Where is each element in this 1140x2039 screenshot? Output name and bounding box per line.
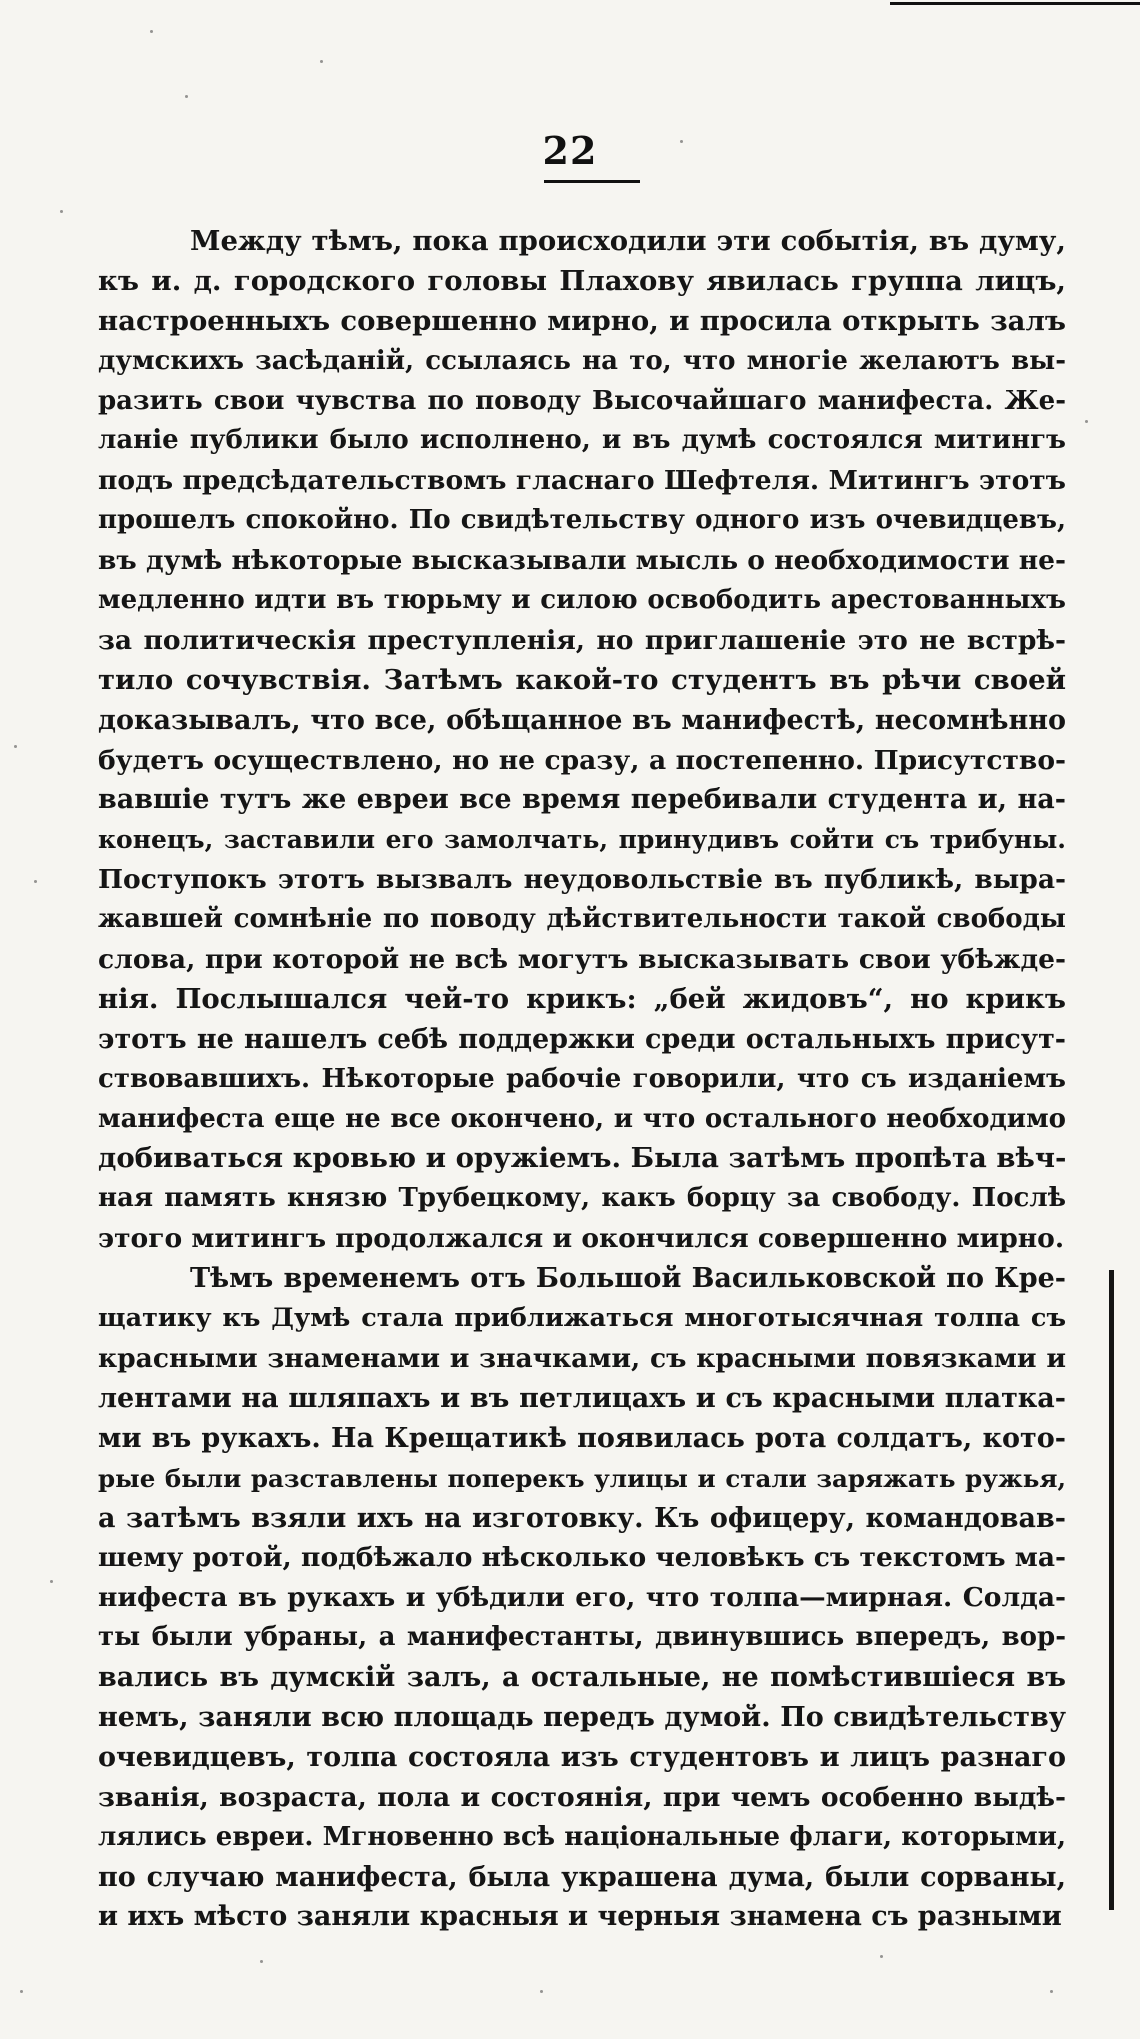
text-line: Тѣмъ временемъ отъ Большой Васильковской по Кре- bbox=[190, 1263, 1066, 1295]
scan-speck bbox=[20, 1990, 23, 1993]
text-line: этотъ не нашелъ себѣ поддержки среди остальныхъ присут- bbox=[98, 1023, 1066, 1055]
text-line: настроенныхъ совершенно мирно, и просила открыть залъ bbox=[98, 304, 1066, 337]
page-number-underline bbox=[544, 180, 640, 183]
margin-bar bbox=[1109, 1270, 1114, 1910]
text-line: ми въ рукахъ. На Крещатикѣ появилась рота солдатъ, кото- bbox=[98, 1422, 1066, 1454]
text-line: Между тѣмъ, пока происходили эти событія, въ думу, bbox=[190, 225, 1066, 257]
text-line: медленно идти въ тюрьму и силою освободить арестованныхъ bbox=[98, 585, 1066, 616]
text-line: красными знаменами и значками, съ красными повязками и bbox=[98, 1342, 1066, 1374]
scan-speck bbox=[320, 60, 323, 63]
scan-speck bbox=[150, 30, 153, 33]
text-line: къ и. д. городского головы Плахову явилась группа лицъ, bbox=[98, 264, 1066, 297]
text-line: шему ротой, подбѣжало нѣсколько человѣкъ съ текстомъ ма- bbox=[98, 1542, 1066, 1574]
text-line: и ихъ мѣсто заняли красныя и черныя знамена съ разными bbox=[98, 1901, 1062, 1933]
text-line: Поступокъ этотъ вызвалъ неудовольствіе въ публикѣ, выра- bbox=[98, 864, 1066, 896]
text-line: разить свои чувства по поводу Высочайшаго манифеста. Же- bbox=[98, 385, 1066, 416]
scan-speck bbox=[50, 1580, 53, 1583]
text-line: ствовавшихъ. Нѣкоторые рабочіе говорили, что съ изданіемъ bbox=[98, 1063, 1066, 1094]
text-line: по случаю манифеста, была украшена дума, были сорваны, bbox=[98, 1861, 1066, 1893]
text-line: прошелъ спокойно. По свидѣтельству одного изъ очевидцевъ, bbox=[98, 505, 1066, 536]
text-line: лентами на шляпахъ и въ петлицахъ и съ красными платка- bbox=[98, 1382, 1066, 1414]
text-line: рые были разставлены поперекъ улицы и стали заряжать ружья, bbox=[98, 1463, 1066, 1493]
text-line: ная память князю Трубецкому, какъ борцу за свободу. Послѣ bbox=[98, 1183, 1066, 1214]
text-line: вались въ думскій залъ, а остальные, не помѣстившіеся въ bbox=[98, 1662, 1066, 1694]
text-line: этого митингъ продолжался и окончился совершенно мирно. bbox=[98, 1223, 1065, 1255]
text-line: ланіе публики было исполнено, и въ думѣ состоялся митингъ bbox=[98, 425, 1066, 456]
text-line: ты были убраны, а манифестанты, двинувшись впередъ, вор- bbox=[98, 1622, 1066, 1653]
text-line: жавшей сомнѣніе по поводу дѣйствительности такой свободы bbox=[98, 904, 1066, 935]
text-line: тило сочувствія. Затѣмъ какой-то студентъ въ рѣчи своей bbox=[98, 663, 1066, 696]
text-line: доказывалъ, что все, обѣщанное въ манифестѣ, несомнѣнно bbox=[98, 704, 1066, 736]
scan-speck bbox=[880, 1955, 883, 1958]
text-line: щатику къ Думѣ стала приближаться многотысячная толпа съ bbox=[98, 1303, 1066, 1334]
scan-speck bbox=[1085, 420, 1088, 423]
text-line: а затѣмъ взяли ихъ на изготовку. Къ офицеру, командовав- bbox=[98, 1502, 1066, 1534]
scan-speck bbox=[185, 95, 188, 98]
page-edge-rule bbox=[890, 2, 1140, 5]
text-line: очевидцевъ, толпа состояла изъ студентовъ и лицъ разнаго bbox=[98, 1741, 1066, 1773]
text-line: будетъ осуществлено, но не сразу, а постепенно. Присутство- bbox=[98, 744, 1066, 776]
text-line: конецъ, заставили его замолчать, принудивъ сойти съ трибуны. bbox=[98, 825, 1066, 855]
text-line: нифеста въ рукахъ и убѣдили его, что толпа—мирная. Солда- bbox=[98, 1582, 1066, 1614]
text-line: за политическія преступленія, но приглашеніе это не встрѣ- bbox=[98, 624, 1066, 656]
scan-speck bbox=[260, 1960, 263, 1963]
page-number: 22 bbox=[542, 128, 598, 173]
scan-speck bbox=[680, 140, 683, 143]
text-line: званія, возраста, пола и состоянія, при чемъ особенно выдѣ- bbox=[98, 1781, 1066, 1813]
scan-speck bbox=[14, 745, 17, 748]
text-line: добиваться кровью и оружіемъ. Была затѣмъ пропѣта вѣч- bbox=[98, 1142, 1066, 1175]
text-line: вавшіе тутъ же евреи все время перебивали студента и, на- bbox=[98, 784, 1066, 816]
body-text bbox=[98, 222, 1066, 1937]
text-line: думскихъ засѣданій, ссылаясь на то, что многіе желаютъ вы- bbox=[98, 345, 1066, 376]
text-line: въ думѣ нѣкоторые высказывали мысль о необходимости не- bbox=[98, 545, 1066, 577]
text-line: подъ предсѣдательствомъ гласнаго Шефтеля. Митингъ этотъ bbox=[98, 465, 1066, 497]
text-line: слова, при которой не всѣ могутъ высказывать свои убѣжде- bbox=[98, 944, 1066, 976]
scan-speck bbox=[60, 210, 63, 213]
scan-speck bbox=[1050, 1990, 1053, 1993]
text-line: немъ, заняли всю площадь передъ думой. По свидѣтельству bbox=[98, 1701, 1066, 1733]
scan-speck bbox=[34, 880, 37, 883]
scan-speck bbox=[540, 1990, 543, 1993]
text-line: нія. Послышался чей-то крикъ: „бей жидовъ“, но крикъ bbox=[98, 982, 1066, 1015]
text-line: манифеста еще не все окончено, и что остального необходимо bbox=[98, 1103, 1066, 1134]
text-line: лялись евреи. Мгновенно всѣ національные флаги, которыми, bbox=[98, 1821, 1066, 1852]
